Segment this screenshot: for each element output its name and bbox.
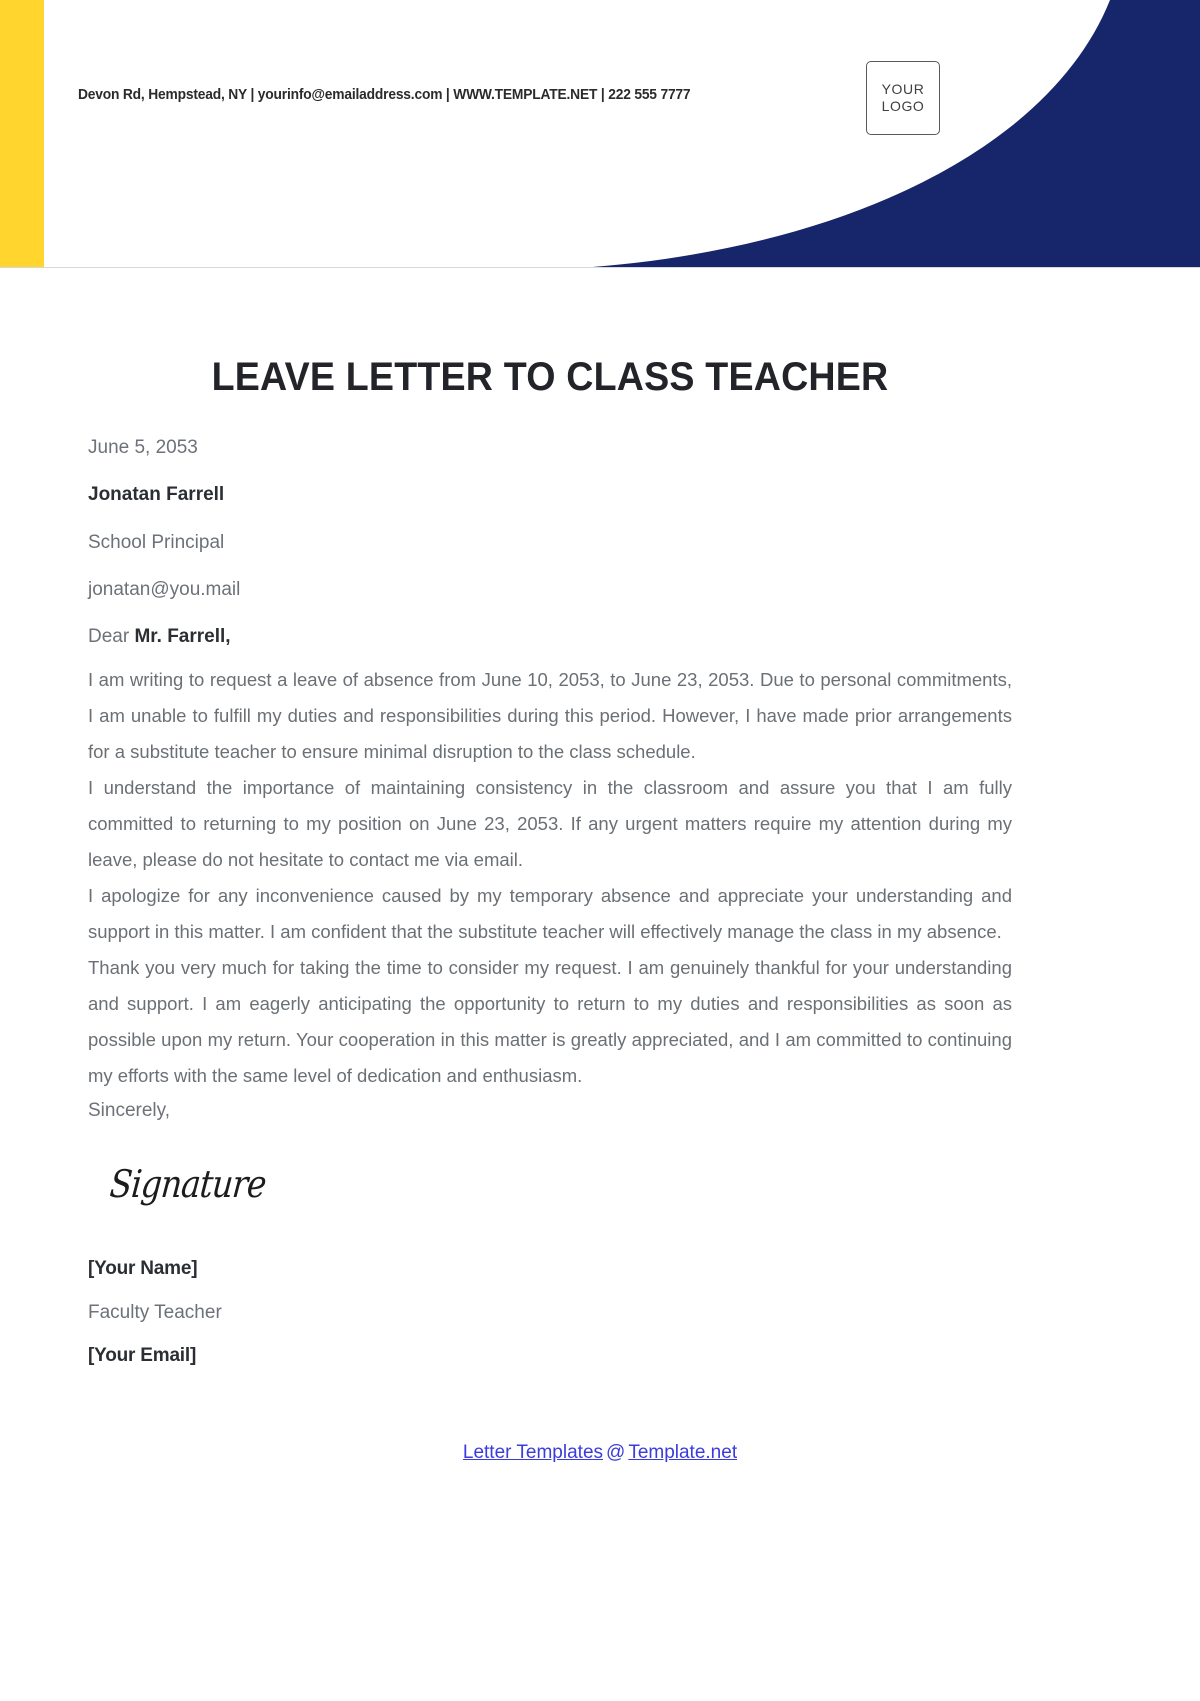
page-title: LEAVE LETTER TO CLASS TEACHER <box>211 355 889 399</box>
template-net-link[interactable]: Template.net <box>628 1442 738 1463</box>
body-paragraph-1: I am writing to request a leave of absence from June 10, 2053, to June 23, 2053. Due to personal commitments, I am unable to fulfill my duties and responsibilities during this period. However, I have made prior arrangements for a substitute teacher to ensure minimal disruption to the class schedule. <box>88 669 1012 762</box>
signer-email: [Your Email] <box>88 1345 197 1366</box>
header-divider <box>0 267 1200 268</box>
recipient-title: School Principal <box>88 532 225 553</box>
logo-placeholder <box>866 61 940 135</box>
body-paragraph-2: I understand the importance of maintaining consistency in the classroom and assure you that I am fully committed to returning to my position on June 23, 2053. If any urgent matters require my attention during my leave, please do not hesitate to contact me via email. <box>88 777 1012 870</box>
logo-line-1: YOUR <box>881 81 925 97</box>
recipient-email: jonatan@you.mail <box>88 579 241 600</box>
yellow-accent-bar <box>0 0 44 268</box>
footer-attribution <box>0 1442 1200 1464</box>
salutation-name: Mr. Farrell, <box>134 626 231 647</box>
salutation <box>88 623 1012 651</box>
signer-role: Faculty Teacher <box>88 1302 222 1323</box>
salutation-prefix: Dear <box>88 626 135 647</box>
logo-line-2: LOGO <box>881 98 925 114</box>
body-paragraph-4: Thank you very much for taking the time to consider my request. I am genuinely thankful for your understanding and support. I am eagerly anticipating the opportunity to return to my duties and responsibilities as soon as possible upon my return. Your cooperation in this matter is greatly appreciated, and I am committed to continuing my efforts with the same level of dedication and enthusiasm. <box>88 957 1012 1086</box>
signer-block <box>88 1258 1012 1367</box>
signer-name: [Your Name] <box>88 1258 198 1279</box>
recipient-name: Jonatan Farrell <box>88 484 225 505</box>
letter-templates-link[interactable]: Letter Templates <box>462 1442 604 1463</box>
contact-info-line: Devon Rd, Hempstead, NY | yourinfo@emailaddress.com | WWW.TEMPLATE.NET | 222 555 7777 <box>78 86 691 103</box>
letter-date: June 5, 2053 <box>88 437 198 458</box>
footer-separator: @ <box>606 1442 626 1463</box>
letterhead-header <box>0 0 1200 268</box>
signature-script: Signature <box>108 1162 268 1206</box>
letter-body <box>88 355 1012 1367</box>
closing-line: Sincerely, <box>88 1100 171 1121</box>
body-paragraph-3: I apologize for any inconvenience caused by my temporary absence and appreciate your understanding and support in this matter. I am confident that the substitute teacher will effectively manage the class in my absence. <box>88 885 1012 942</box>
